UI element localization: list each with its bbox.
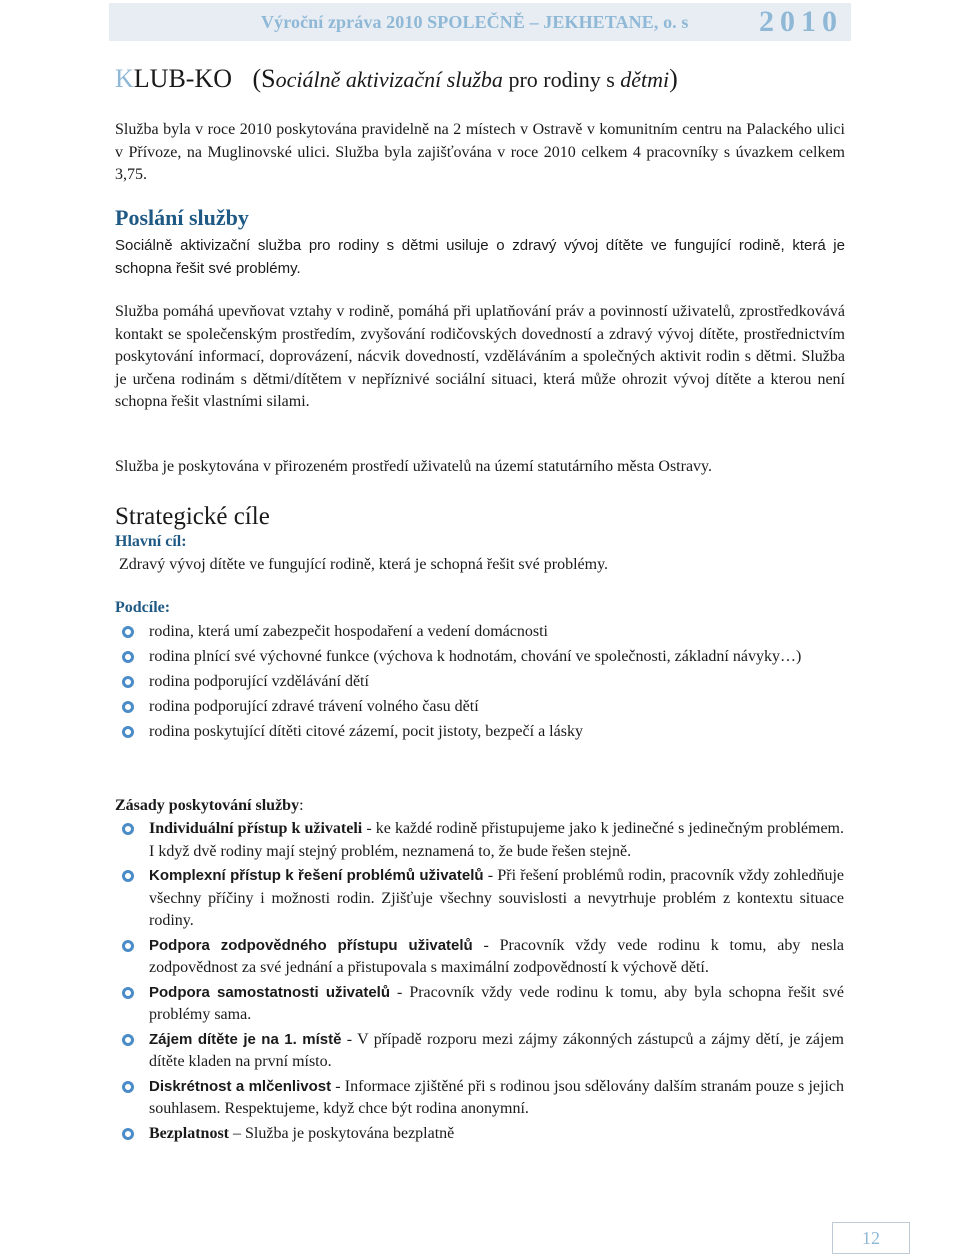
principles-heading-colon: : [299,797,304,814]
bullet-icon [122,823,134,835]
title-mid: pro rodiny s [502,67,621,92]
principle-text: - Pracovník vždy vede rodinu k tomu, aby nesla zodpovědnost za své jednání a přistupovala s maximální zodpovědností k výchově dětí. [149,936,844,976]
report-title: Výroční zpráva 2010 SPOLEČNĚ – JEKHETANE, o. s [261,11,689,32]
principles-heading-text: Zásady poskytování služby [115,797,300,814]
mission-paragraph-1: Sociálně aktivizační služba pro rodiny s dětmi usiluje o zdravý vývoj dítěte ve fungující rodině, která je schopna řešit své problémy. [115,237,845,277]
subgoal-text: rodina podporující zdravé trávení volného času dětí [149,698,479,715]
title-paren-close: ) [669,64,678,93]
main-goal-text: Zdravý vývoj dítěte ve fungující rodině, která je schopná řešit své problémy. [119,556,609,573]
title-s: S [261,64,276,93]
list-item [122,645,844,669]
list-item [122,620,844,644]
subgoals-list [122,620,844,744]
intro-paragraph: Služba byla v roce 2010 poskytována pravidelně na 2 místech v Ostravě v komunitním centru na Palackého ulici v Přívoze, na Muglinovské ulici. Služba byla zajišťována v roce 2010 celkem 4 pracovníky s úvazkem celkem 3,75. [115,121,845,183]
subgoal-text: rodina poskytující dítěti citové zázemí, pocit jistoty, bezpečí a lásky [149,723,583,740]
principle-text: - ke každé rodině přistupujeme jako k jedinečné s jedinečným problémem. I když dvě rodiny mají stejný problém, neznamená to, že bude řešen stejně. [149,820,844,860]
main-goal-label: Hlavní cíl: [115,533,187,550]
subgoal-text: rodina, která umí zabezpečit hospodaření a vedení domácnosti [149,623,548,640]
list-item [122,818,844,863]
bullet-icon [122,651,134,663]
principle-text: – Služba je poskytována bezplatně [229,1124,455,1142]
list-item [122,1123,844,1146]
bullet-icon [122,626,134,638]
title-club: LUB-KO [133,64,232,93]
list-item [122,1029,844,1074]
page-number: 12 [832,1222,910,1254]
subgoal-text: rodina podporující vzdělávání dětí [149,673,369,690]
bullet-icon [122,701,134,713]
principle-text: - Pracovník vždy vede rodinu k tomu, aby byla schopna řešit své problémy sama. [149,983,845,1023]
bullet-icon [122,1034,134,1046]
bullet-icon [122,676,134,688]
title-italic: ociálně aktivizační služba [275,67,503,92]
principle-term: Podpora zodpovědného přístupu uživatelů [149,936,473,954]
principle-text: - Informace zjištěné při s rodinou jsou sdělovány dalším stranám pouze s jejich souhlasem. Respektujeme, když chce být rodina anonymní. [149,1077,844,1117]
goals-heading: Strategické cíle [115,503,270,530]
report-year: 2010 [759,5,843,38]
principle-term: Bezplatnost [149,1124,229,1142]
bullet-icon [122,987,134,999]
principle-text: - Při řešení problémů rodin, pracovník vždy zohledňuje všechny příčiny i možnosti rodin. Zjišťuje všechny souvislosti a nevytrhuje problém z kontextu situace rodiny. [149,867,844,929]
subgoals-label: Podcíle: [115,599,171,616]
title-italic2: dětmi [620,67,670,92]
report-header [109,3,851,41]
mission-paragraph-3: Služba je poskytována v přirozeném prostředí uživatelů na území statutárního města Ostravy. [115,458,713,475]
title-paren-open: ( [252,64,262,93]
principle-term: Podpora samostatnosti uživatelů [149,983,391,1001]
page-title [115,64,678,94]
list-item [122,695,844,719]
mission-paragraph-2: Služba pomáhá upevňovat vztahy v rodině, pomáhá při uplatňování práv a povinností uživatelů, zprostředkovává kontakt se společenským prostředím, zvyšování rodičovských dovedností a zdravý vývoj dítěte, prostřednictvím poskytování informací, doprovázení, nácvik dovedností, vzděláváním a společných aktivit rodin s dětmi. Služba je určena rodinám s dětmi/dítětem v nepříznivé sociální situaci, která může ohrozit vývoj dítěte a kterou není schopna řešit vlastními silami. [115,303,845,410]
principle-text: - V případě rozporu mezi zájmy zákonných zástupců a zájmy dětí, je zájem dítěte kladen na první místo. [149,1030,845,1070]
principle-term: Komplexní přístup k řešení problémů uživatelů [149,867,484,884]
bullet-icon [122,1081,134,1093]
bullet-icon [122,726,134,738]
principle-term: Zájem dítěte je na 1. místě [149,1030,342,1048]
subgoal-text: rodina plnící své výchovné funkce (výchova k hodnotám, chování ve společnosti, základní návyky…) [149,648,802,665]
principles-list [122,818,844,1145]
list-item [122,865,844,933]
list-item [122,720,844,744]
bullet-icon [122,940,134,952]
principle-term: Individuální přístup k uživateli [149,820,363,837]
list-item [122,1076,844,1121]
bullet-icon [122,1128,134,1140]
list-item [122,935,844,980]
list-item [122,670,844,694]
title-initial: K [115,64,134,93]
principle-term: Diskrétnost a mlčenlivost [149,1077,332,1095]
principles-heading [115,797,304,815]
mission-heading: Poslání služby [115,205,249,230]
bullet-icon [122,870,134,882]
list-item [122,982,844,1027]
